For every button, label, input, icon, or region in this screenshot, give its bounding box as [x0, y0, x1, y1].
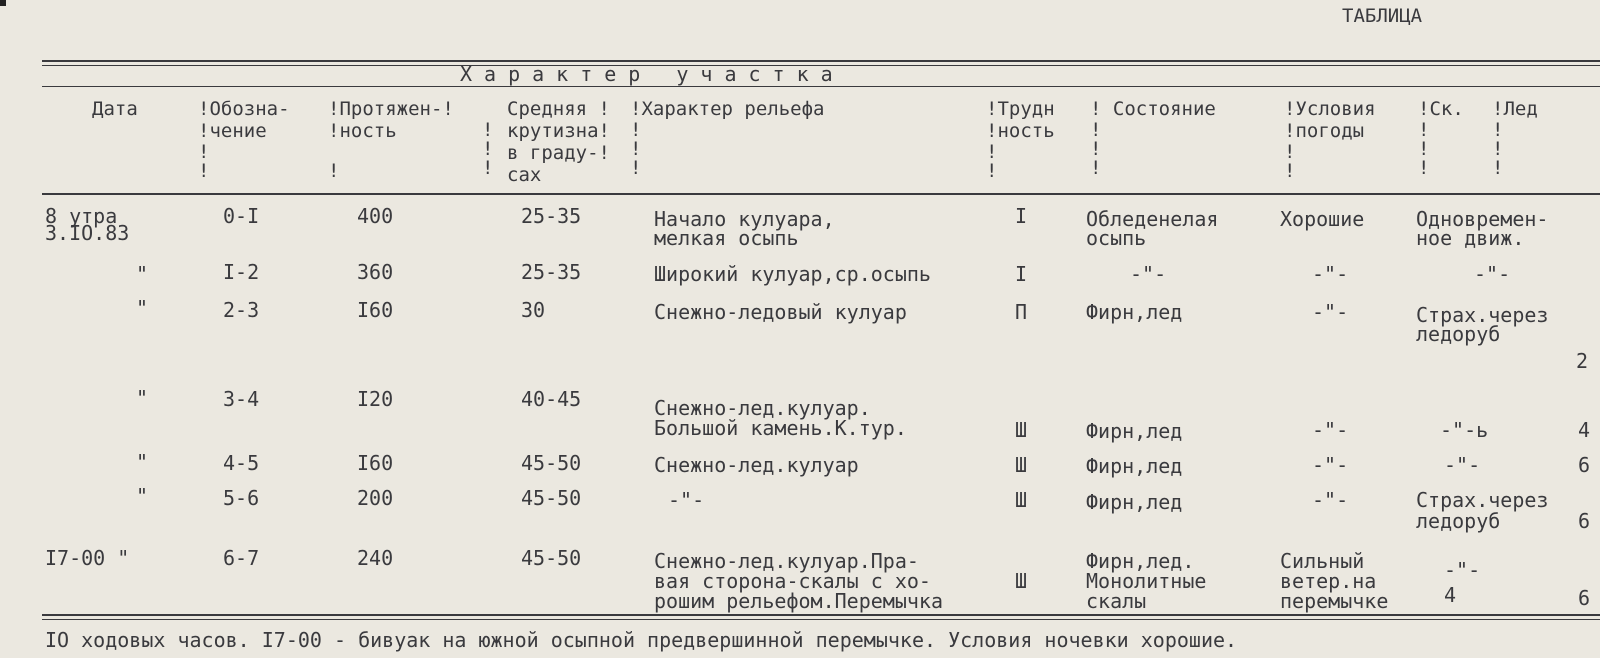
- cell-date: ": [136, 450, 149, 474]
- cell-ice: 6: [1578, 586, 1591, 610]
- header-slope-4: сах: [507, 164, 542, 186]
- table-title: ТАБЛИЦА: [1342, 5, 1423, 27]
- cell-slope: 25-35: [521, 260, 582, 284]
- cell-difficulty: Ш: [1015, 418, 1028, 442]
- cell-date: ": [136, 296, 149, 320]
- bottom-rule: [42, 614, 1600, 616]
- cell-date: 8 утра: [45, 204, 118, 228]
- cell-state: Обледенелая: [1086, 207, 1219, 231]
- cell-weather: Хорошие: [1280, 207, 1365, 231]
- cell-state: осыпь: [1086, 226, 1147, 250]
- header-separator: ! !: [198, 141, 210, 182]
- cell-state: Фирн,лед: [1086, 454, 1183, 478]
- cell-designation: 0-I: [223, 204, 260, 228]
- header-ice: !Лед: [1492, 98, 1538, 120]
- cell-ice: 4: [1578, 418, 1591, 442]
- header-state: ! Состояние: [1090, 98, 1216, 120]
- cell-state: Монолитные: [1086, 569, 1207, 593]
- cell-state: -"-: [1130, 262, 1167, 286]
- cell-date: 3.IO.83: [45, 221, 130, 245]
- cell-difficulty: П: [1015, 300, 1028, 324]
- cell-date: ": [136, 386, 149, 410]
- header-length-2: !ность: [328, 120, 397, 142]
- cell-slope: 25-35: [521, 204, 582, 228]
- header-date: Дата: [92, 98, 138, 120]
- bottom-rule-2: [42, 619, 1600, 620]
- cell-designation: 5-6: [223, 486, 260, 510]
- cell-slope: 30: [521, 298, 546, 322]
- cell-state: Фирн,лед: [1086, 419, 1183, 443]
- cell-relief: мелкая осыпь: [654, 226, 799, 250]
- cell-designation: 4-5: [223, 451, 260, 475]
- cell-designation: 3-4: [223, 387, 260, 411]
- header-slope-3: в граду-!: [507, 142, 610, 164]
- cell-weather: -"-: [1312, 488, 1349, 512]
- cell-difficulty: Ш: [1015, 488, 1028, 512]
- cell-state: Фирн,лед: [1086, 300, 1183, 324]
- header-weather-2: !погоды: [1284, 120, 1365, 142]
- cell-extra: Одновремен-: [1416, 207, 1549, 231]
- cell-extra: ное движ.: [1416, 226, 1525, 250]
- cell-relief: Снежно-лед.кулуар: [654, 453, 859, 477]
- header-separator: ! ! !: [630, 119, 642, 179]
- cell-length: 240: [357, 546, 394, 570]
- cell-state: Фирн,лед.: [1086, 549, 1195, 573]
- header-designation-2: !чение: [198, 120, 267, 142]
- cell-extra: ледоруб: [1416, 322, 1501, 346]
- cell-state: скалы: [1086, 589, 1147, 613]
- cell-length: I60: [357, 451, 394, 475]
- cell-slope: 40-45: [521, 387, 582, 411]
- cell-relief: Большой камень.К.тур.: [654, 416, 907, 440]
- cell-relief: Широкий кулуар,ср.осыпь: [654, 262, 931, 286]
- header-rule: [42, 193, 1600, 195]
- cell-slope: 45-50: [521, 546, 582, 570]
- cell-relief: Снежно-лед.кулуар.: [654, 396, 871, 420]
- header-length-1: !Протяжен-!: [328, 98, 454, 120]
- cell-length: 200: [357, 486, 394, 510]
- cell-designation: 6-7: [223, 546, 260, 570]
- cell-extra: Страх.через: [1416, 303, 1549, 327]
- header-difficulty-2: !ность: [986, 120, 1055, 142]
- cell-weather: Сильный: [1280, 549, 1365, 573]
- section-rule: [42, 86, 1600, 87]
- header-separator: ! !: [1284, 141, 1296, 182]
- cell-weather: -"-: [1312, 418, 1349, 442]
- header-separator: ! ! !: [1418, 119, 1430, 179]
- cell-length: I60: [357, 298, 394, 322]
- cell-relief: Снежно-ледовый кулуар: [654, 300, 907, 324]
- header-slope-1: Средняя !: [507, 98, 610, 120]
- header-relief: !Характер рельефа: [630, 98, 825, 120]
- cell-length: 360: [357, 260, 394, 284]
- cell-extra: Страх.через: [1416, 488, 1549, 512]
- cell-slope: 45-50: [521, 486, 582, 510]
- cell-ice: 6: [1578, 509, 1591, 533]
- cell-state: Фирн,лед: [1086, 490, 1183, 514]
- cell-difficulty: Ш: [1015, 453, 1028, 477]
- cell-weather: перемычке: [1280, 589, 1389, 613]
- cell-extra: 4: [1444, 583, 1457, 607]
- cell-slope: 45-50: [521, 451, 582, 475]
- cell-designation: I-2: [223, 260, 260, 284]
- header-separator: !: [328, 160, 340, 182]
- corner-mark: [0, 0, 6, 6]
- cell-relief: -"-: [668, 488, 705, 512]
- cell-extra: ледоруб: [1416, 509, 1501, 533]
- footer-note: IO ходовых часов. I7-00 - бивуак на южной осыпной предвершинной перемычке. Условия ночевки хорошие.: [45, 628, 1238, 652]
- cell-ice: 6: [1578, 453, 1591, 477]
- cell-extra: -"-: [1444, 558, 1481, 582]
- cell-relief: Начало кулуара,: [654, 207, 835, 231]
- header-difficulty-1: !Трудн: [986, 98, 1055, 120]
- header-separator: ! ! !: [482, 119, 494, 179]
- cell-weather: -"-: [1312, 300, 1349, 324]
- header-separator: ! ! !: [1492, 119, 1504, 179]
- cell-relief: вая сторона-скалы с хо-: [654, 569, 931, 593]
- cell-difficulty: I: [1015, 204, 1028, 228]
- cell-extra: -"-ь: [1440, 418, 1489, 442]
- cell-difficulty: I: [1015, 262, 1028, 286]
- cell-difficulty: Ш: [1015, 569, 1028, 593]
- cell-weather: -"-: [1312, 453, 1349, 477]
- cell-extra: -"-: [1444, 453, 1481, 477]
- header-weather-1: !Условия: [1284, 98, 1376, 120]
- cell-length: I20: [357, 387, 394, 411]
- header-speed: !Ск.: [1418, 98, 1464, 120]
- cell-weather: -"-: [1312, 262, 1349, 286]
- cell-designation: 2-3: [223, 298, 260, 322]
- cell-relief: Снежно-лед.кулуар.Пра-: [654, 549, 919, 573]
- cell-date: ": [136, 484, 149, 508]
- cell-extra: -"-: [1474, 262, 1511, 286]
- header-separator: ! !: [986, 141, 998, 182]
- header-separator: ! ! !: [1090, 119, 1102, 179]
- section-title: Характер участка: [460, 62, 845, 86]
- cell-relief: рошим рельефом.Перемычка: [654, 589, 943, 613]
- cell-length: 400: [357, 204, 394, 228]
- cell-date: ": [136, 262, 149, 286]
- cell-ice: 2: [1576, 349, 1589, 373]
- cell-date: I7-00 ": [45, 546, 130, 570]
- header-designation-1: !Обозна-: [198, 98, 290, 120]
- header-slope-2: крутизна!: [507, 120, 610, 142]
- cell-weather: ветер.на: [1280, 569, 1377, 593]
